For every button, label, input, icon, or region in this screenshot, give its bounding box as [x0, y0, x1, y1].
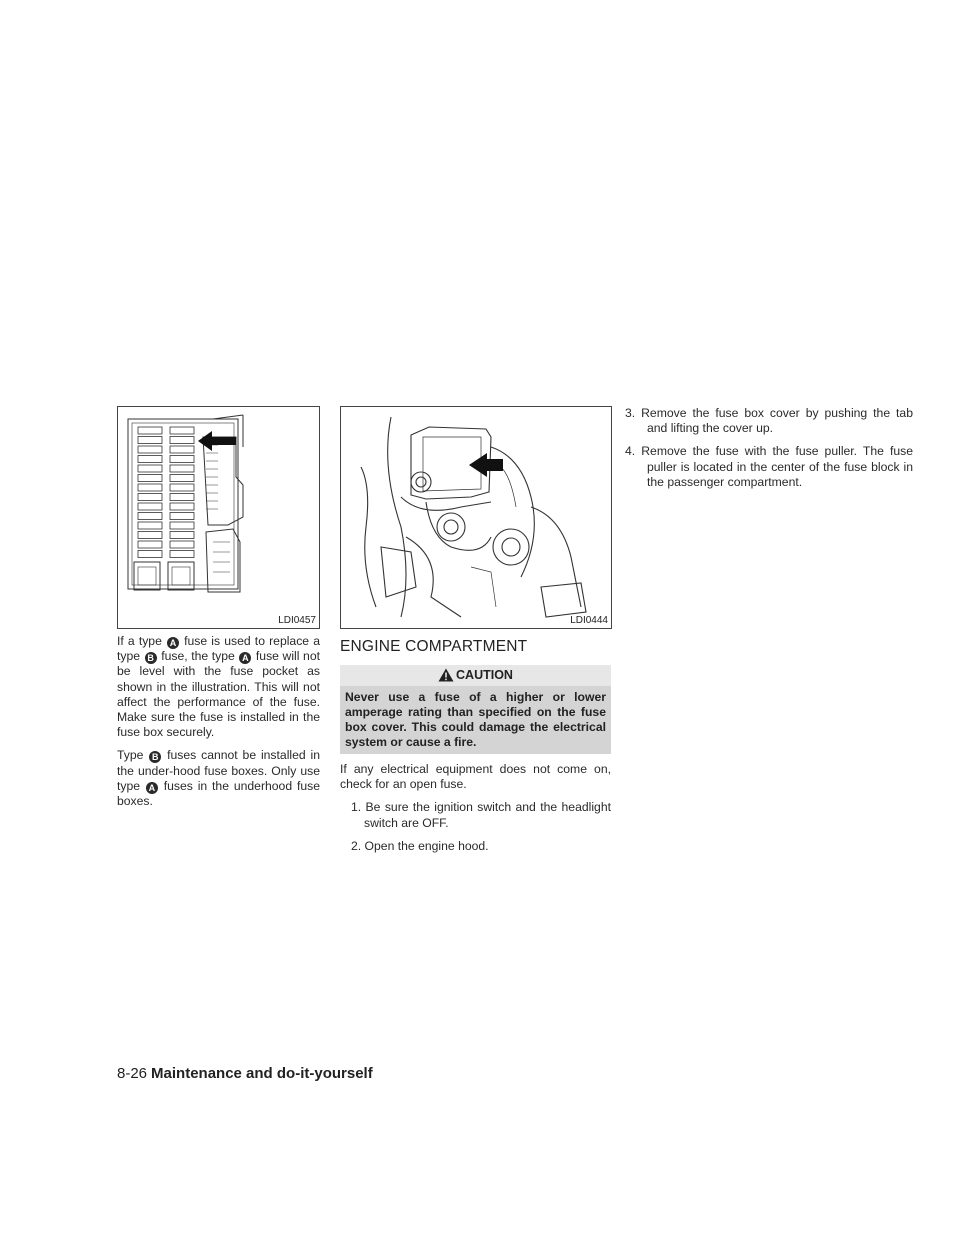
- step-item: [625, 406, 913, 436]
- marker-a-icon: A: [146, 782, 158, 794]
- figure-label: LDI0444: [570, 615, 608, 626]
- paragraph: [117, 748, 320, 809]
- step-number: 3.: [625, 406, 636, 420]
- fuse-block-illustration: [117, 406, 320, 629]
- marker-b-icon: B: [145, 652, 157, 664]
- fuse-removal-steps: [625, 406, 913, 498]
- marker-b-icon: B: [149, 751, 161, 763]
- caution-header: [340, 665, 611, 686]
- text: If a type: [117, 634, 166, 648]
- fuse-block-drawing: [118, 407, 319, 628]
- text: fuse is used to replace a type: [117, 634, 320, 664]
- step-text: Remove the fuse box cover by pushing the tab and lifting the cover up.: [641, 406, 913, 436]
- caution-text: Never use a fuse of a higher or lower amperage rating than specified on the fuse box cover. This could damage the electrical system or cause a fire.: [345, 690, 606, 749]
- text: fuse will not be level with the fuse pocket as shown in the illustration. This will not affect the performance of the fuse. Make sure the fuse is installed in the fuse box securely.: [117, 649, 320, 740]
- chapter-title: Maintenance and do-it-yourself: [151, 1065, 373, 1082]
- page-number: 8-26: [117, 1065, 148, 1082]
- step-text: Remove the fuse with the fuse puller. The fuse puller is located in the center of the fuse block in the passenger compartment.: [641, 444, 913, 489]
- engine-compartment-instructions: [340, 762, 611, 862]
- marker-a-icon: A: [167, 637, 179, 649]
- paragraph: [117, 634, 320, 740]
- engine-compartment-drawing: [341, 407, 611, 628]
- arrow-indicator-icon: [469, 453, 503, 477]
- caution-title: CAUTION: [456, 668, 513, 682]
- text: Type: [117, 748, 149, 763]
- step-item: [625, 444, 913, 490]
- step-number: 4.: [625, 444, 636, 459]
- page-footer: [117, 1065, 373, 1082]
- text: fuses cannot be installed in the under-hood fuse boxes. Only use type: [117, 748, 320, 793]
- text: fuses in the underhood fuse boxes.: [117, 778, 320, 809]
- marker-a-icon: A: [239, 652, 251, 664]
- step-item: 1. Be sure the ignition switch and the headlight switch are OFF.: [351, 800, 611, 830]
- intro-paragraph: If any electrical equipment does not come on, check for an open fuse.: [340, 762, 611, 792]
- step-item: 2. Open the engine hood.: [351, 838, 489, 853]
- fuse-type-explanation: [117, 634, 320, 817]
- text: fuse, the type: [157, 649, 239, 664]
- warning-triangle-icon: [438, 668, 454, 682]
- figure-label: LDI0457: [278, 615, 316, 626]
- caution-box: [340, 665, 611, 754]
- engine-compartment-illustration: [340, 406, 612, 629]
- section-heading: ENGINE COMPARTMENT: [340, 638, 528, 655]
